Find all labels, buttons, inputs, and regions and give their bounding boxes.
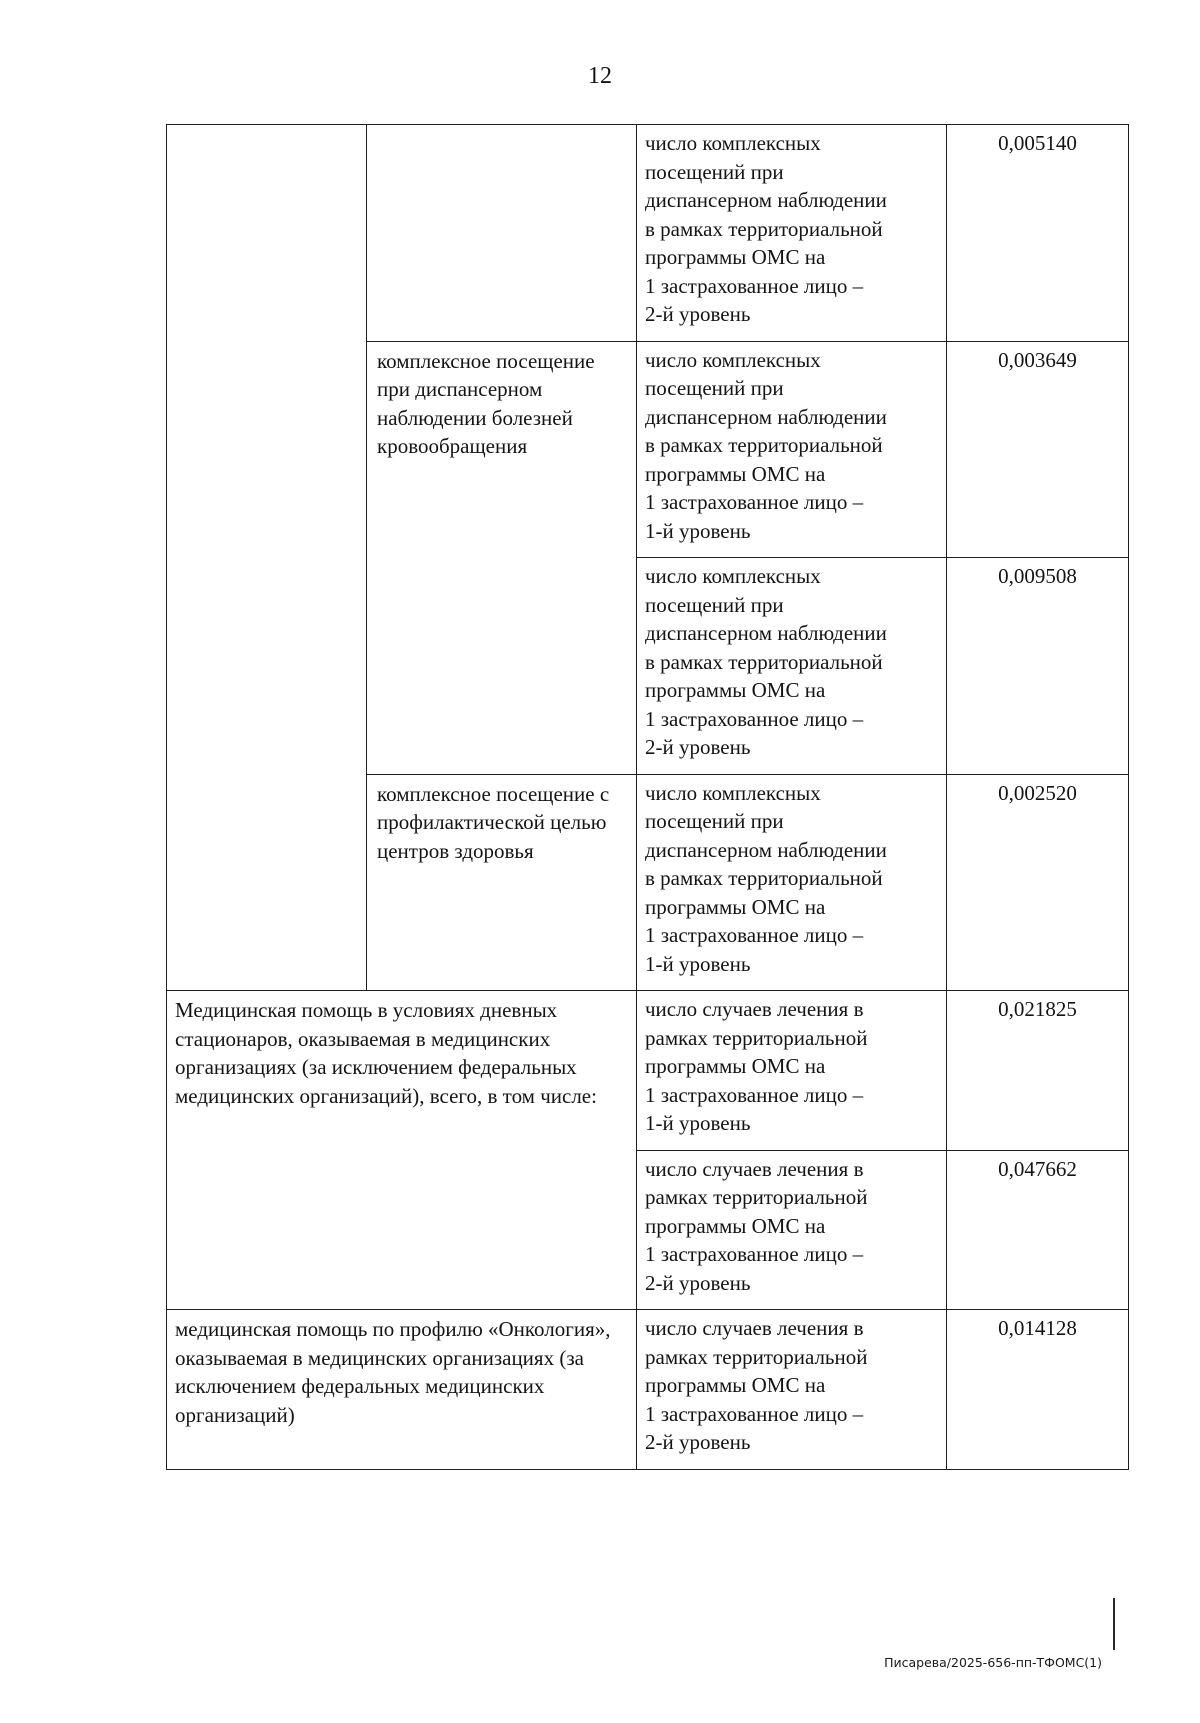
table-row: [167, 125, 1129, 342]
value-text: 0,003649: [998, 347, 1077, 372]
section-cell: [167, 991, 637, 1310]
value-cell: [947, 774, 1129, 991]
indicator-cell: [637, 1150, 947, 1310]
indicator-text: число комплексных посещений при диспансерном наблюдении в рамках территориальной программы ОМС на 1 застрахованное лицо – 2-й уровень: [645, 564, 887, 759]
indicator-cell: [637, 774, 947, 991]
value-text: 0,009508: [998, 564, 1077, 588]
value-cell: [947, 341, 1129, 558]
section-cell: [167, 1310, 637, 1470]
page-number: 12: [588, 63, 612, 89]
indicator-text: число случаев лечения в рамках территориальной программы ОМС на 1 застрахованное лицо – 1-й уровень: [645, 997, 868, 1135]
value-cell: [947, 125, 1129, 342]
indicator-text: число комплексных посещений при диспансерном наблюдении в рамках территориальной программы ОМС на 1 застрахованное лицо – 1-й уровень: [645, 347, 887, 543]
section-text: Медицинская помощь в условиях дневных стационаров, оказываемая в медицинских организациях (за исключением федеральных медицинских организаций), всего, в том числе:: [175, 998, 597, 1108]
indicator-cell: [637, 558, 947, 775]
indicator-text: число случаев лечения в рамках территориальной программы ОМС на 1 застрахованное лицо – 2-й уровень: [645, 1316, 868, 1454]
empty-cell: [367, 125, 637, 342]
margin-line: [1113, 1598, 1115, 1650]
value-text: 0,021825: [998, 997, 1077, 1021]
value-text: 0,005140: [998, 131, 1077, 155]
subtype-text: комплексное посещение с профилактической целью центров здоровья: [377, 781, 610, 863]
indicator-cell: [637, 991, 947, 1151]
indicator-text: число случаев лечения в рамках территориальной программы ОМС на 1 застрахованное лицо – 2-й уровень: [645, 1156, 868, 1295]
volume-norms-table: [166, 124, 1129, 1470]
indicator-cell: [637, 1310, 947, 1470]
value-cell: [947, 1310, 1129, 1470]
value-text: 0,002520: [998, 780, 1077, 805]
indicator-cell: [637, 341, 947, 558]
indicator-cell: [637, 125, 947, 342]
table-row: [167, 991, 1129, 1151]
subtype-text: комплексное посещение при диспансерном наблюдении болезней кровообращения: [377, 348, 595, 458]
empty-cell: [167, 125, 367, 991]
value-cell: [947, 991, 1129, 1151]
document-reference: Писарева/2025-656-пп-ТФОМС(1): [884, 1655, 1102, 1670]
value-cell: [947, 1150, 1129, 1310]
value-text: 0,014128: [998, 1316, 1077, 1340]
indicator-text: число комплексных посещений при диспансерном наблюдении в рамках территориальной программы ОМС на 1 застрахованное лицо – 2-й уровень: [645, 131, 887, 326]
indicator-text: число комплексных посещений при диспансерном наблюдении в рамках территориальной программы ОМС на 1 застрахованное лицо – 1-й уровень: [645, 780, 887, 976]
section-text: медицинская помощь по профилю «Онкология», оказываемая в медицинских организациях (за исключением федеральных медицинских организаций): [175, 1317, 611, 1427]
subtype-cell: [367, 774, 637, 991]
value-text: 0,047662: [998, 1156, 1077, 1181]
value-cell: [947, 558, 1129, 775]
subtype-cell: [367, 341, 637, 774]
table-row: [167, 1310, 1129, 1470]
